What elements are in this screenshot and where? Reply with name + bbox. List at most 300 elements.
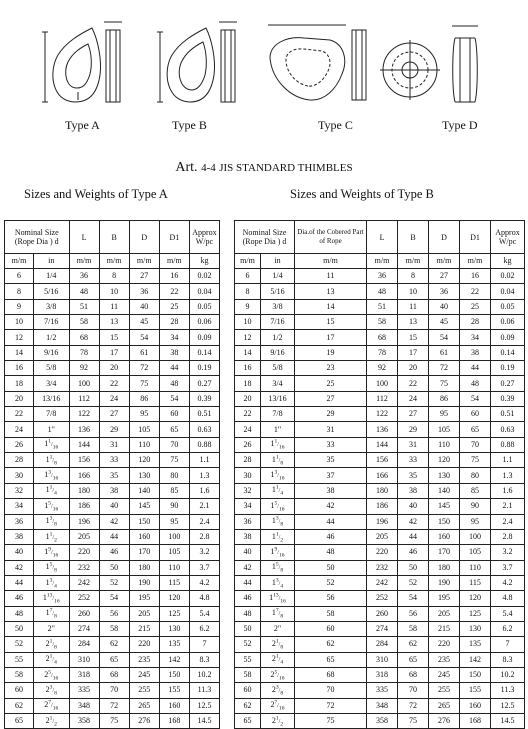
- table-cell: 68: [398, 667, 429, 682]
- table-cell: 145: [129, 499, 159, 514]
- table-cell: 65: [159, 422, 189, 437]
- table-cell: 37: [295, 468, 367, 483]
- table-cell: 155: [460, 683, 491, 698]
- table-cell: 68: [295, 667, 367, 682]
- table-cell: 0.09: [491, 330, 525, 345]
- table-cell: 42: [295, 499, 367, 514]
- header-weight: Approx W/pc: [189, 221, 219, 254]
- table-cell: 284: [367, 637, 398, 652]
- table-cell: 136: [69, 422, 99, 437]
- table-row: [235, 453, 525, 468]
- type-c-label: Type C: [318, 118, 353, 132]
- table-row: [235, 637, 525, 652]
- table-cell: 5/8: [261, 361, 295, 376]
- table-cell: 44: [398, 529, 429, 544]
- table-cell: 48: [5, 606, 34, 621]
- table-row: [235, 713, 525, 728]
- table-row: [5, 284, 220, 299]
- table-cell: $1^3/_4$: [34, 575, 69, 590]
- type-d-label: Type D: [442, 118, 478, 132]
- table-cell: 22: [99, 376, 129, 391]
- table-cell: 136: [367, 422, 398, 437]
- table-cell: 65: [5, 713, 34, 728]
- table-cell: 9/16: [34, 345, 69, 360]
- table-cell: 42: [5, 560, 34, 575]
- table-cell: 44: [460, 361, 491, 376]
- header-b: B: [99, 221, 129, 254]
- table-cell: 242: [69, 575, 99, 590]
- header-d: D: [429, 221, 460, 254]
- table-cell: 166: [367, 468, 398, 483]
- table-cell: 75: [398, 713, 429, 728]
- table-cell: 5/8: [34, 361, 69, 376]
- table-cell: 8.3: [189, 652, 219, 667]
- table-row: [5, 621, 220, 636]
- table-cell: 255: [429, 683, 460, 698]
- table-cell: 6.2: [189, 621, 219, 636]
- table-cell: 60: [295, 621, 367, 636]
- table-cell: 95: [129, 407, 159, 422]
- table-cell: 60: [159, 407, 189, 422]
- table-cell: 1.3: [189, 468, 219, 483]
- table-cell: 6: [235, 269, 261, 284]
- table-cell: 0.04: [491, 284, 525, 299]
- table-cell: 358: [367, 713, 398, 728]
- table-cell: 80: [460, 468, 491, 483]
- table-cell: 0.05: [189, 299, 219, 314]
- table-cell: 358: [69, 713, 99, 728]
- table-cell: 10.2: [491, 667, 525, 682]
- table-cell: 36: [129, 284, 159, 299]
- table-cell: 180: [69, 483, 99, 498]
- table-cell: $1^9/_{16}$: [34, 545, 69, 560]
- table-cell: 7: [189, 637, 219, 652]
- table-cell: 122: [367, 407, 398, 422]
- table-cell: 2.4: [189, 514, 219, 529]
- table-cell: 72: [398, 698, 429, 713]
- table-cell: 29: [295, 407, 367, 422]
- table-cell: $1^1/_{16}$: [34, 437, 69, 452]
- table-cell: 16: [159, 269, 189, 284]
- table-cell: 54: [460, 391, 491, 406]
- table-cell: $1^5/_8$: [34, 560, 69, 575]
- table-cell: 40: [129, 299, 159, 314]
- table-cell: 16: [5, 361, 34, 376]
- table-cell: 52: [235, 637, 261, 652]
- unit-cell: m/m: [429, 254, 460, 269]
- table-cell: 348: [69, 698, 99, 713]
- table-row: [5, 299, 220, 314]
- table-cell: 0.19: [189, 361, 219, 376]
- table-cell: 1.6: [491, 483, 525, 498]
- table-cell: 58: [398, 621, 429, 636]
- table-cell: $1^1/_4$: [261, 483, 295, 498]
- table-cell: 235: [429, 652, 460, 667]
- table-cell: 22: [235, 407, 261, 422]
- table-cell: 2": [34, 621, 69, 636]
- header-l: L: [69, 221, 99, 254]
- table-cell: 60: [460, 407, 491, 422]
- title-number: 4-4: [201, 162, 216, 174]
- table-row: [235, 652, 525, 667]
- table-cell: 70: [295, 683, 367, 698]
- table-cell: 55: [5, 652, 34, 667]
- table-row: [235, 345, 525, 360]
- table-cell: 38: [295, 483, 367, 498]
- table-row: [235, 468, 525, 483]
- table-cell: 75: [99, 713, 129, 728]
- table-cell: $2^3/_8$: [34, 683, 69, 698]
- table-cell: 35: [398, 468, 429, 483]
- table-cell: 0.05: [491, 299, 525, 314]
- table-cell: 0.88: [189, 437, 219, 452]
- table-cell: 75: [129, 376, 159, 391]
- unit-cell: m/m: [5, 254, 34, 269]
- table-cell: 8: [398, 269, 429, 284]
- table-cell: 50: [398, 560, 429, 575]
- table-cell: 33: [398, 453, 429, 468]
- table-cell: 4.2: [189, 575, 219, 590]
- table-cell: $2^1/_2$: [34, 713, 69, 728]
- table-cell: 0.51: [189, 407, 219, 422]
- table-row: [235, 376, 525, 391]
- table-cell: $2^1/_8$: [261, 637, 295, 652]
- table-cell: 68: [367, 330, 398, 345]
- table-cell: 20: [398, 361, 429, 376]
- table-cell: 160: [429, 529, 460, 544]
- table-row: [5, 269, 220, 284]
- table-cell: 1.1: [491, 453, 525, 468]
- table-cell: 0.63: [491, 422, 525, 437]
- table-cell: 140: [429, 483, 460, 498]
- table-cell: 13: [398, 315, 429, 330]
- table-cell: 186: [69, 499, 99, 514]
- table-row: [5, 483, 220, 498]
- units-row: [235, 254, 525, 269]
- table-cell: 335: [69, 683, 99, 698]
- table-cell: 5/16: [34, 284, 69, 299]
- table-cell: 35: [295, 453, 367, 468]
- table-cell: 142: [159, 652, 189, 667]
- table-row: [5, 422, 220, 437]
- table-cell: 180: [429, 560, 460, 575]
- table-cell: 28: [235, 453, 261, 468]
- table-cell: 40: [429, 299, 460, 314]
- table-cell: 45: [129, 315, 159, 330]
- table-cell: 72: [129, 361, 159, 376]
- table-cell: 95: [159, 514, 189, 529]
- table-cell: $2^1/_2$: [261, 713, 295, 728]
- table-cell: 51: [367, 299, 398, 314]
- table-cell: 20: [99, 361, 129, 376]
- table-cell: 36: [235, 514, 261, 529]
- table-cell: 54: [99, 591, 129, 606]
- table-cell: 100: [367, 376, 398, 391]
- table-cell: 7/8: [261, 407, 295, 422]
- table-cell: 196: [69, 514, 99, 529]
- table-cell: 62: [99, 637, 129, 652]
- table-cell: 1/4: [261, 269, 295, 284]
- table-cell: $1^3/_4$: [261, 575, 295, 590]
- table-cell: 34: [235, 499, 261, 514]
- table-cell: 44: [159, 361, 189, 376]
- table-cell: $1^7/_8$: [261, 606, 295, 621]
- table-cell: $1^1/_4$: [34, 483, 69, 498]
- table-cell: 110: [129, 437, 159, 452]
- table-cell: 8: [5, 284, 34, 299]
- unit-cell: m/m: [69, 254, 99, 269]
- table-cell: 190: [129, 575, 159, 590]
- table-cell: 8: [235, 284, 261, 299]
- table-cell: 13: [295, 284, 367, 299]
- table-cell: 265: [429, 698, 460, 713]
- table-row: [235, 284, 525, 299]
- subtitle-type-b: Sizes and Weights of Type B: [290, 187, 434, 201]
- table-cell: 260: [69, 606, 99, 621]
- unit-cell: m/m: [398, 254, 429, 269]
- table-cell: 196: [367, 514, 398, 529]
- unit-cell: m/m: [159, 254, 189, 269]
- table-cell: 276: [429, 713, 460, 728]
- unit-cell: m/m: [295, 254, 367, 269]
- table-type-b: [234, 220, 525, 729]
- table-cell: 58: [295, 606, 367, 621]
- table-cell: 12: [5, 330, 34, 345]
- table-cell: 10: [5, 315, 34, 330]
- unit-cell: m/m: [367, 254, 398, 269]
- table-row: [5, 545, 220, 560]
- table-cell: 0.88: [491, 437, 525, 452]
- table-row: [5, 606, 220, 621]
- table-cell: 22: [5, 407, 34, 422]
- table-cell: 4.2: [491, 575, 525, 590]
- table-cell: 48: [460, 376, 491, 391]
- table-cell: 44: [235, 575, 261, 590]
- unit-cell: in: [261, 254, 295, 269]
- table-cell: 23: [295, 361, 367, 376]
- table-cell: $1^7/_8$: [34, 606, 69, 621]
- table-cell: 17: [295, 330, 367, 345]
- table-cell: 86: [129, 391, 159, 406]
- table-row: [5, 391, 220, 406]
- table-cell: 0.19: [491, 361, 525, 376]
- table-cell: 95: [429, 407, 460, 422]
- table-row: [235, 575, 525, 590]
- table-cell: 0.06: [189, 315, 219, 330]
- table-cell: 13/16: [261, 391, 295, 406]
- table-cell: 144: [69, 437, 99, 452]
- table-cell: 14.5: [189, 713, 219, 728]
- table-cell: 1": [261, 422, 295, 437]
- table-cell: 11: [99, 299, 129, 314]
- table-row: [235, 422, 525, 437]
- table-cell: 1": [34, 422, 69, 437]
- table-cell: 112: [69, 391, 99, 406]
- table-cell: 170: [129, 545, 159, 560]
- table-cell: 150: [429, 514, 460, 529]
- table-cell: 62: [235, 698, 261, 713]
- table-row: [235, 698, 525, 713]
- table-cell: 100: [69, 376, 99, 391]
- table-row: [5, 575, 220, 590]
- table-cell: 205: [129, 606, 159, 621]
- table-cell: 13/16: [34, 391, 69, 406]
- table-cell: 46: [235, 591, 261, 606]
- table-row: [235, 560, 525, 575]
- table-cell: 3/8: [261, 299, 295, 314]
- table-cell: 46: [295, 529, 367, 544]
- table-cell: 70: [99, 683, 129, 698]
- table-cell: 142: [460, 652, 491, 667]
- table-cell: 48: [69, 284, 99, 299]
- table-row: [5, 698, 220, 713]
- table-cell: 2.1: [491, 499, 525, 514]
- table-cell: 62: [5, 698, 34, 713]
- table-cell: 1/2: [261, 330, 295, 345]
- table-cell: 72: [295, 698, 367, 713]
- table-cell: 30: [5, 468, 34, 483]
- table-cell: 115: [159, 575, 189, 590]
- table-cell: 318: [69, 667, 99, 682]
- table-cell: 9: [5, 299, 34, 314]
- table-cell: 38: [99, 483, 129, 498]
- table-cell: 195: [429, 591, 460, 606]
- table-cell: 274: [69, 621, 99, 636]
- table-cell: 36: [5, 514, 34, 529]
- table-cell: 38: [460, 345, 491, 360]
- table-cell: 78: [367, 345, 398, 360]
- table-cell: 42: [398, 514, 429, 529]
- table-cell: 1/2: [34, 330, 69, 345]
- table-row: [235, 361, 525, 376]
- table-cell: 50: [235, 621, 261, 636]
- header-d: D: [129, 221, 159, 254]
- table-cell: 33: [295, 437, 367, 452]
- table-cell: 0.27: [189, 376, 219, 391]
- table-cell: 215: [129, 621, 159, 636]
- table-cell: 32: [5, 483, 34, 498]
- header-d1: D1: [159, 221, 189, 254]
- table-cell: 5.4: [189, 606, 219, 621]
- table-row: [235, 407, 525, 422]
- table-cell: 15: [295, 315, 367, 330]
- table-cell: 18: [235, 376, 261, 391]
- table-body: [5, 269, 220, 729]
- table-cell: 130: [129, 468, 159, 483]
- table-cell: 0.39: [189, 391, 219, 406]
- table-cell: 0.51: [491, 407, 525, 422]
- table-row: [235, 591, 525, 606]
- table-cell: 130: [429, 468, 460, 483]
- table-cell: $1^3/_8$: [261, 514, 295, 529]
- table-cell: 22: [398, 376, 429, 391]
- table-cell: 68: [69, 330, 99, 345]
- table-cell: 56: [398, 606, 429, 621]
- table-cell: 19: [295, 345, 367, 360]
- table-cell: 25: [159, 299, 189, 314]
- table-cell: $2^7/_{16}$: [261, 698, 295, 713]
- table-cell: 220: [129, 637, 159, 652]
- table-cell: 310: [69, 652, 99, 667]
- table-cell: 20: [5, 391, 34, 406]
- table-cell: 32: [235, 483, 261, 498]
- table-cell: 14: [235, 345, 261, 360]
- table-cell: 335: [367, 683, 398, 698]
- table-cell: 54: [159, 391, 189, 406]
- table-cell: 235: [129, 652, 159, 667]
- table-cell: 112: [367, 391, 398, 406]
- table-row: [235, 499, 525, 514]
- table-cell: 2.8: [491, 529, 525, 544]
- table-cell: $2^5/_{16}$: [261, 667, 295, 682]
- table-cell: 72: [429, 361, 460, 376]
- table-row: [5, 529, 220, 544]
- table-cell: 195: [129, 591, 159, 606]
- table-cell: 3.2: [189, 545, 219, 560]
- table-cell: 284: [69, 637, 99, 652]
- header-l: L: [367, 221, 398, 254]
- table-body: [235, 269, 525, 729]
- table-cell: 12.5: [189, 698, 219, 713]
- type-b-drawing: [157, 22, 237, 102]
- table-row: [235, 299, 525, 314]
- table-cell: 75: [159, 453, 189, 468]
- header-nominal-size: Nominal Size (Rope Dia ) d: [235, 221, 295, 254]
- table-cell: 24: [99, 391, 129, 406]
- table-cell: 205: [69, 529, 99, 544]
- table-cell: 44: [99, 529, 129, 544]
- table-cell: $1^5/_8$: [261, 560, 295, 575]
- table-cell: 180: [367, 483, 398, 498]
- table-row: [5, 407, 220, 422]
- table-cell: 86: [429, 391, 460, 406]
- table-cell: 220: [367, 545, 398, 560]
- table-cell: 100: [460, 529, 491, 544]
- table-row: [5, 683, 220, 698]
- table-cell: 29: [398, 422, 429, 437]
- table-cell: 48: [367, 284, 398, 299]
- table-cell: 48: [295, 545, 367, 560]
- table-cell: 2.1: [189, 499, 219, 514]
- table-cell: 42: [235, 560, 261, 575]
- table-cell: 92: [69, 361, 99, 376]
- table-cell: 105: [460, 545, 491, 560]
- table-cell: 144: [367, 437, 398, 452]
- table-cell: 80: [159, 468, 189, 483]
- table-row: [235, 315, 525, 330]
- table-cell: 130: [159, 621, 189, 636]
- table-cell: 34: [5, 499, 34, 514]
- table-cell: 92: [367, 361, 398, 376]
- table-cell: 70: [159, 437, 189, 452]
- table-cell: 170: [429, 545, 460, 560]
- table-cell: 90: [159, 499, 189, 514]
- table-cell: 45: [429, 315, 460, 330]
- table-cell: 27: [429, 269, 460, 284]
- table-cell: 60: [235, 683, 261, 698]
- table-cell: 3.7: [491, 560, 525, 575]
- table-cell: 168: [159, 713, 189, 728]
- table-cell: 5/16: [261, 284, 295, 299]
- table-cell: $1^3/_{16}$: [261, 468, 295, 483]
- table-cell: 255: [129, 683, 159, 698]
- table-cell: 58: [235, 667, 261, 682]
- table-cell: 54: [129, 330, 159, 345]
- table-cell: 65: [99, 652, 129, 667]
- table-row: [5, 667, 220, 682]
- table-cell: 1.1: [189, 453, 219, 468]
- table-cell: 17: [398, 345, 429, 360]
